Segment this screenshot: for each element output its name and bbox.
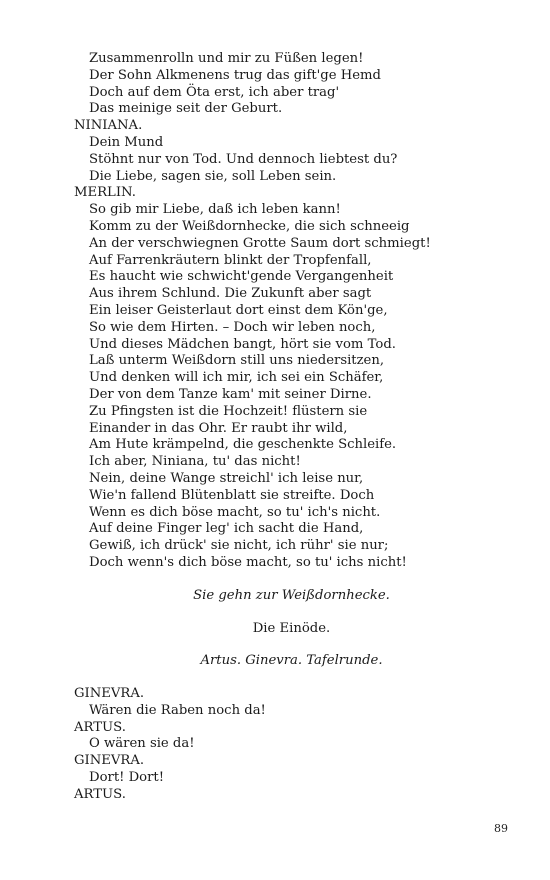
verse-line: Gewiß, ich drück' sie nicht, ich rühr' sie nur; [89,538,389,554]
stage-direction: Artus. Ginevra. Tafelrunde. [200,653,383,669]
verse-line: Am Hute krämpelnd, die geschenkte Schleife. [89,437,397,453]
verse-line: Einander in das Ohr. Er raubt ihr wild, [89,420,348,436]
verse-line: Das meinige seit der Geburt. [89,101,283,117]
play-text [74,51,494,804]
verse-line: Komm zu der Weißdornhecke, die sich schneeig [89,218,410,234]
verse-line: An der verschwiegnen Grotte Saum dort schmiegt! [89,235,431,251]
verse-line: Der Sohn Alkmenens trug das gift'ge Hemd [89,67,381,83]
speaker-name: NINIANA. [74,118,143,134]
speaker-name: ARTUS. [74,719,126,735]
speaker-name: MERLIN. [74,185,136,201]
verse-line: Ein leiser Geisterlaut dort einst dem Kön'ge, [89,302,388,318]
verse-line: Und dieses Mädchen bangt, hört sie vom Tod. [89,336,396,352]
verse-line: Doch wenn's dich böse macht, so tu' ichs nicht! [89,554,407,570]
verse-line: Nein, deine Wange streichl' ich leise nur, [89,470,364,486]
verse-line: Wären die Raben noch da! [89,702,266,718]
verse-line: Ich aber, Niniana, tu' das nicht! [89,454,301,470]
verse-line: Auf deine Finger leg' ich sacht die Hand, [89,521,364,537]
verse-line: Wie'n fallend Blütenblatt sie streifte. Doch [89,487,375,503]
verse-line: Wenn es dich böse macht, so tu' ich's nicht. [89,504,381,520]
verse-line: Zusammenrolln und mir zu Füßen legen! [89,51,364,66]
stage-direction: Sie gehn zur Weißdornhecke. [193,587,390,603]
verse-line: Laß unterm Weißdorn still uns niedersitzen, [89,353,385,369]
verse-line: Stöhnt nur von Tod. Und dennoch liebtest du? [89,151,398,167]
verse-line: Dein Mund [89,134,164,150]
verse-line: So gib mir Liebe, daß ich leben kann! [89,202,341,218]
page-number: 89 [494,822,508,835]
verse-line: Doch auf dem Öta erst, ich aber trag' [89,84,340,100]
speaker-name: GINEVRA. [74,753,145,769]
verse-line: O wären sie da! [89,736,195,752]
verse-line: Der von dem Tanze kam' mit seiner Dirne. [89,386,372,402]
verse-line: Aus ihrem Schlund. Die Zukunft aber sagt [89,286,372,302]
speaker-name: GINEVRA. [74,686,145,702]
speaker-name: ARTUS. [74,786,126,802]
verse-line: Und denken will ich mir, ich sei ein Schäfer, [89,370,384,386]
verse-line: Die Liebe, sagen sie, soll Leben sein. [89,168,337,184]
verse-line: Dort! Dort! [89,770,165,786]
verse-line: So wie dem Hirten. – Doch wir leben noch, [89,319,376,335]
verse-line: Auf Farrenkräutern blinkt der Tropfenfall, [89,252,372,268]
verse-line: Zu Pfingsten ist die Hochzeit! flüstern sie [89,403,368,419]
verse-line: Es haucht wie schwicht'gende Vergangenheit [89,269,394,285]
scene-heading: Die Einöde. [252,620,331,636]
